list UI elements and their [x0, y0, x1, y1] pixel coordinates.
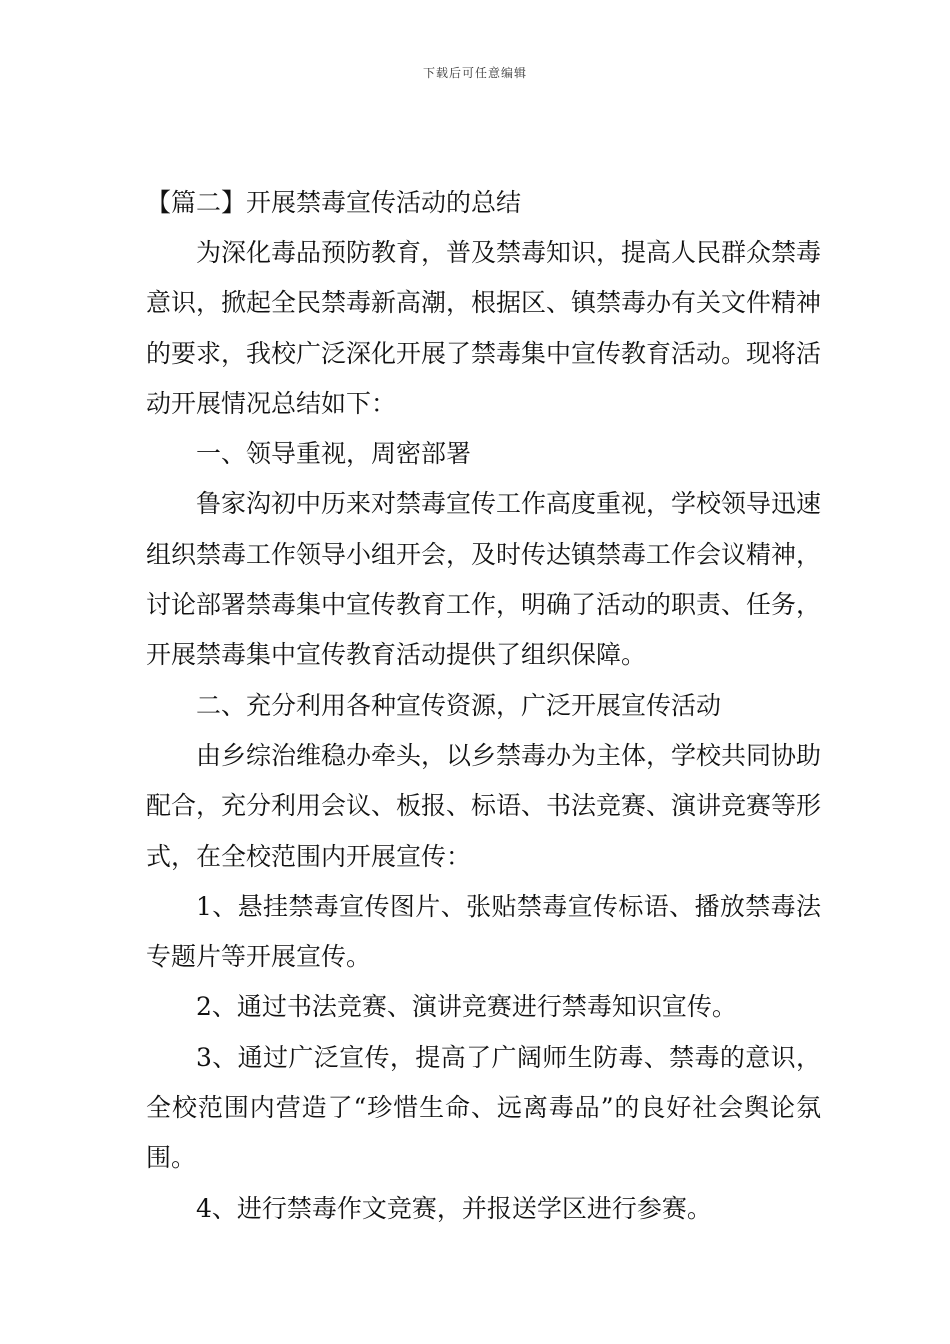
header-note: 下载后可任意编辑	[422, 66, 527, 80]
section-heading-2: 二、充分利用各种宣传资源，广泛开展宣传活动	[196, 690, 722, 720]
paragraph-section-2: 由乡综治维稳办牵头，以乡禁毒办为主体，学校共同协助配合，充分利用会议、板报、标语、书法竞赛、演讲竞赛等形式，在全校范围内开展宣传：	[146, 740, 822, 871]
document-body	[146, 178, 821, 1234]
list-item-3: 3、通过广泛宣传，提高了广阔师生防毒、禁毒的意识，全校范围内营造了“珍惜生命、远离毒品”的良好社会舆论氛围。	[146, 1042, 821, 1173]
list-item-1: 1、悬挂禁毒宣传图片、张贴禁毒宣传标语、播放禁毒法专题片等开展宣传。	[146, 891, 821, 972]
document-title: 【篇二】开展禁毒宣传活动的总结	[146, 188, 522, 217]
list-item-2: 2、通过书法竞赛、演讲竞赛进行禁毒知识宣传。	[196, 992, 737, 1022]
paragraph-intro: 为深化毒品预防教育，普及禁毒知识，提高人民群众禁毒意识，掀起全民禁毒新高潮，根据区、镇禁毒办有关文件精神的要求，我校广泛深化开展了禁毒集中宣传教育活动。现将活动开展情况总结如下：	[146, 238, 822, 418]
list-item-4: 4、进行禁毒作文竞赛，并报送学区进行参赛。	[196, 1193, 712, 1223]
section-heading-1: 一、领导重视，周密部署	[196, 439, 472, 469]
paragraph-section-1: 鲁家沟初中历来对禁毒宣传工作高度重视，学校领导迅速组织禁毒工作领导小组开会，及时传达镇禁毒工作会议精神，讨论部署禁毒集中宣传教育工作，明确了活动的职责、任务，开展禁毒集中宣传教育活动提供了组织保障。	[146, 489, 822, 670]
